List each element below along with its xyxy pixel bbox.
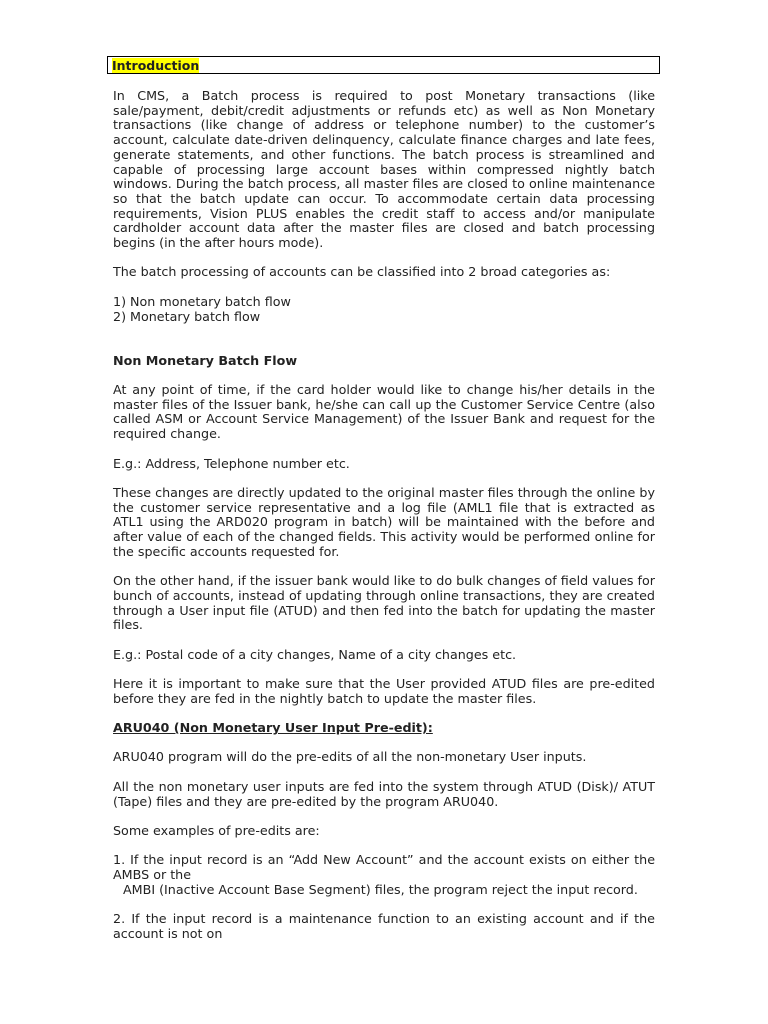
non-monetary-paragraph-4: Here it is important to make sure that the User provided ATUD files are pre-edited before they are fed in the nightly batch to update the master files. [113,675,655,706]
aru040-item-1-line-2: AMBI (Inactive Account Base Segment) files, the program reject the input record. [123,881,638,897]
non-monetary-paragraph-2: These changes are directly updated to the original master files through the online by the customer service representative and a log file (AML1 file that is extracted as ATL1 using the ARD020 program in batch) will be maintained with the before and after value of each of the changed fields. This activity would be performed online for the specific accounts requested for. [113,484,655,559]
aru040-paragraph-2: All the non monetary user inputs are fed into the system through ATUD (Disk)/ ATUT (Tape) files and they are pre-edited by the program ARU040. [113,778,655,809]
introduction-heading-box [107,56,660,74]
non-monetary-paragraph-3: On the other hand, if the issuer bank would like to do bulk changes of field values for bunch of accounts, instead of updating through online transactions, they are created through a User input file (ATUD) and then fed into the batch for updating the master files. [113,573,655,633]
aru040-item-1 [113,853,655,897]
document-body [113,89,655,956]
intro-paragraph-1: In CMS, a Batch process is required to post Monetary transactions (like sale/payment, debit/credit adjustments or refunds etc) as well as Non Monetary transactions (like change of address or telephone number) to the customer’s account, calculate date-driven delinquency, calculate finance charges and late fees, generate statements, and other functions. The batch process is streamlined and capable of processing large account bases within compressed nightly batch windows. During the batch process, all master files are closed to online maintenance so that the batch update can occur. To accommodate certain data processing requirements, Vision PLUS enables the credit staff to access and/or manipulate cardholder account data after the master files are closed and batch processing begins (in the after hours mode). [113,88,655,251]
intro-list-item-1: 1) Non monetary batch flow [113,293,291,309]
non-monetary-example-2: E.g.: Postal code of a city changes, Name of a city changes etc. [113,646,517,662]
intro-list-item-2: 2) Monetary batch flow [113,308,261,324]
aru040-item-1-line-1: 1. If the input record is an “Add New Account” and the account exists on either the AMBS or the [113,852,655,883]
non-monetary-heading: Non Monetary Batch Flow [113,352,298,368]
aru040-heading: ARU040 (Non Monetary User Input Pre-edit): [113,720,433,736]
aru040-paragraph-3: Some examples of pre-edits are: [113,822,320,838]
introduction-heading: Introduction [112,58,200,73]
aru040-item-2: 2. If the input record is a maintenance function to an existing account and if the account is not on [113,911,655,941]
non-monetary-example-1: E.g.: Address, Telephone number etc. [113,455,350,471]
intro-paragraph-2: The batch processing of accounts can be classified into 2 broad categories as: [113,264,611,280]
aru040-paragraph-1: ARU040 program will do the pre-edits of all the non-monetary User inputs. [113,749,587,765]
non-monetary-paragraph-1: At any point of time, if the card holder would like to change his/her details in the master files of the Issuer bank, he/she can call up the Customer Service Centre (also called ASM or Account Service Management) of the Issuer Bank and request for the required change. [113,382,655,442]
